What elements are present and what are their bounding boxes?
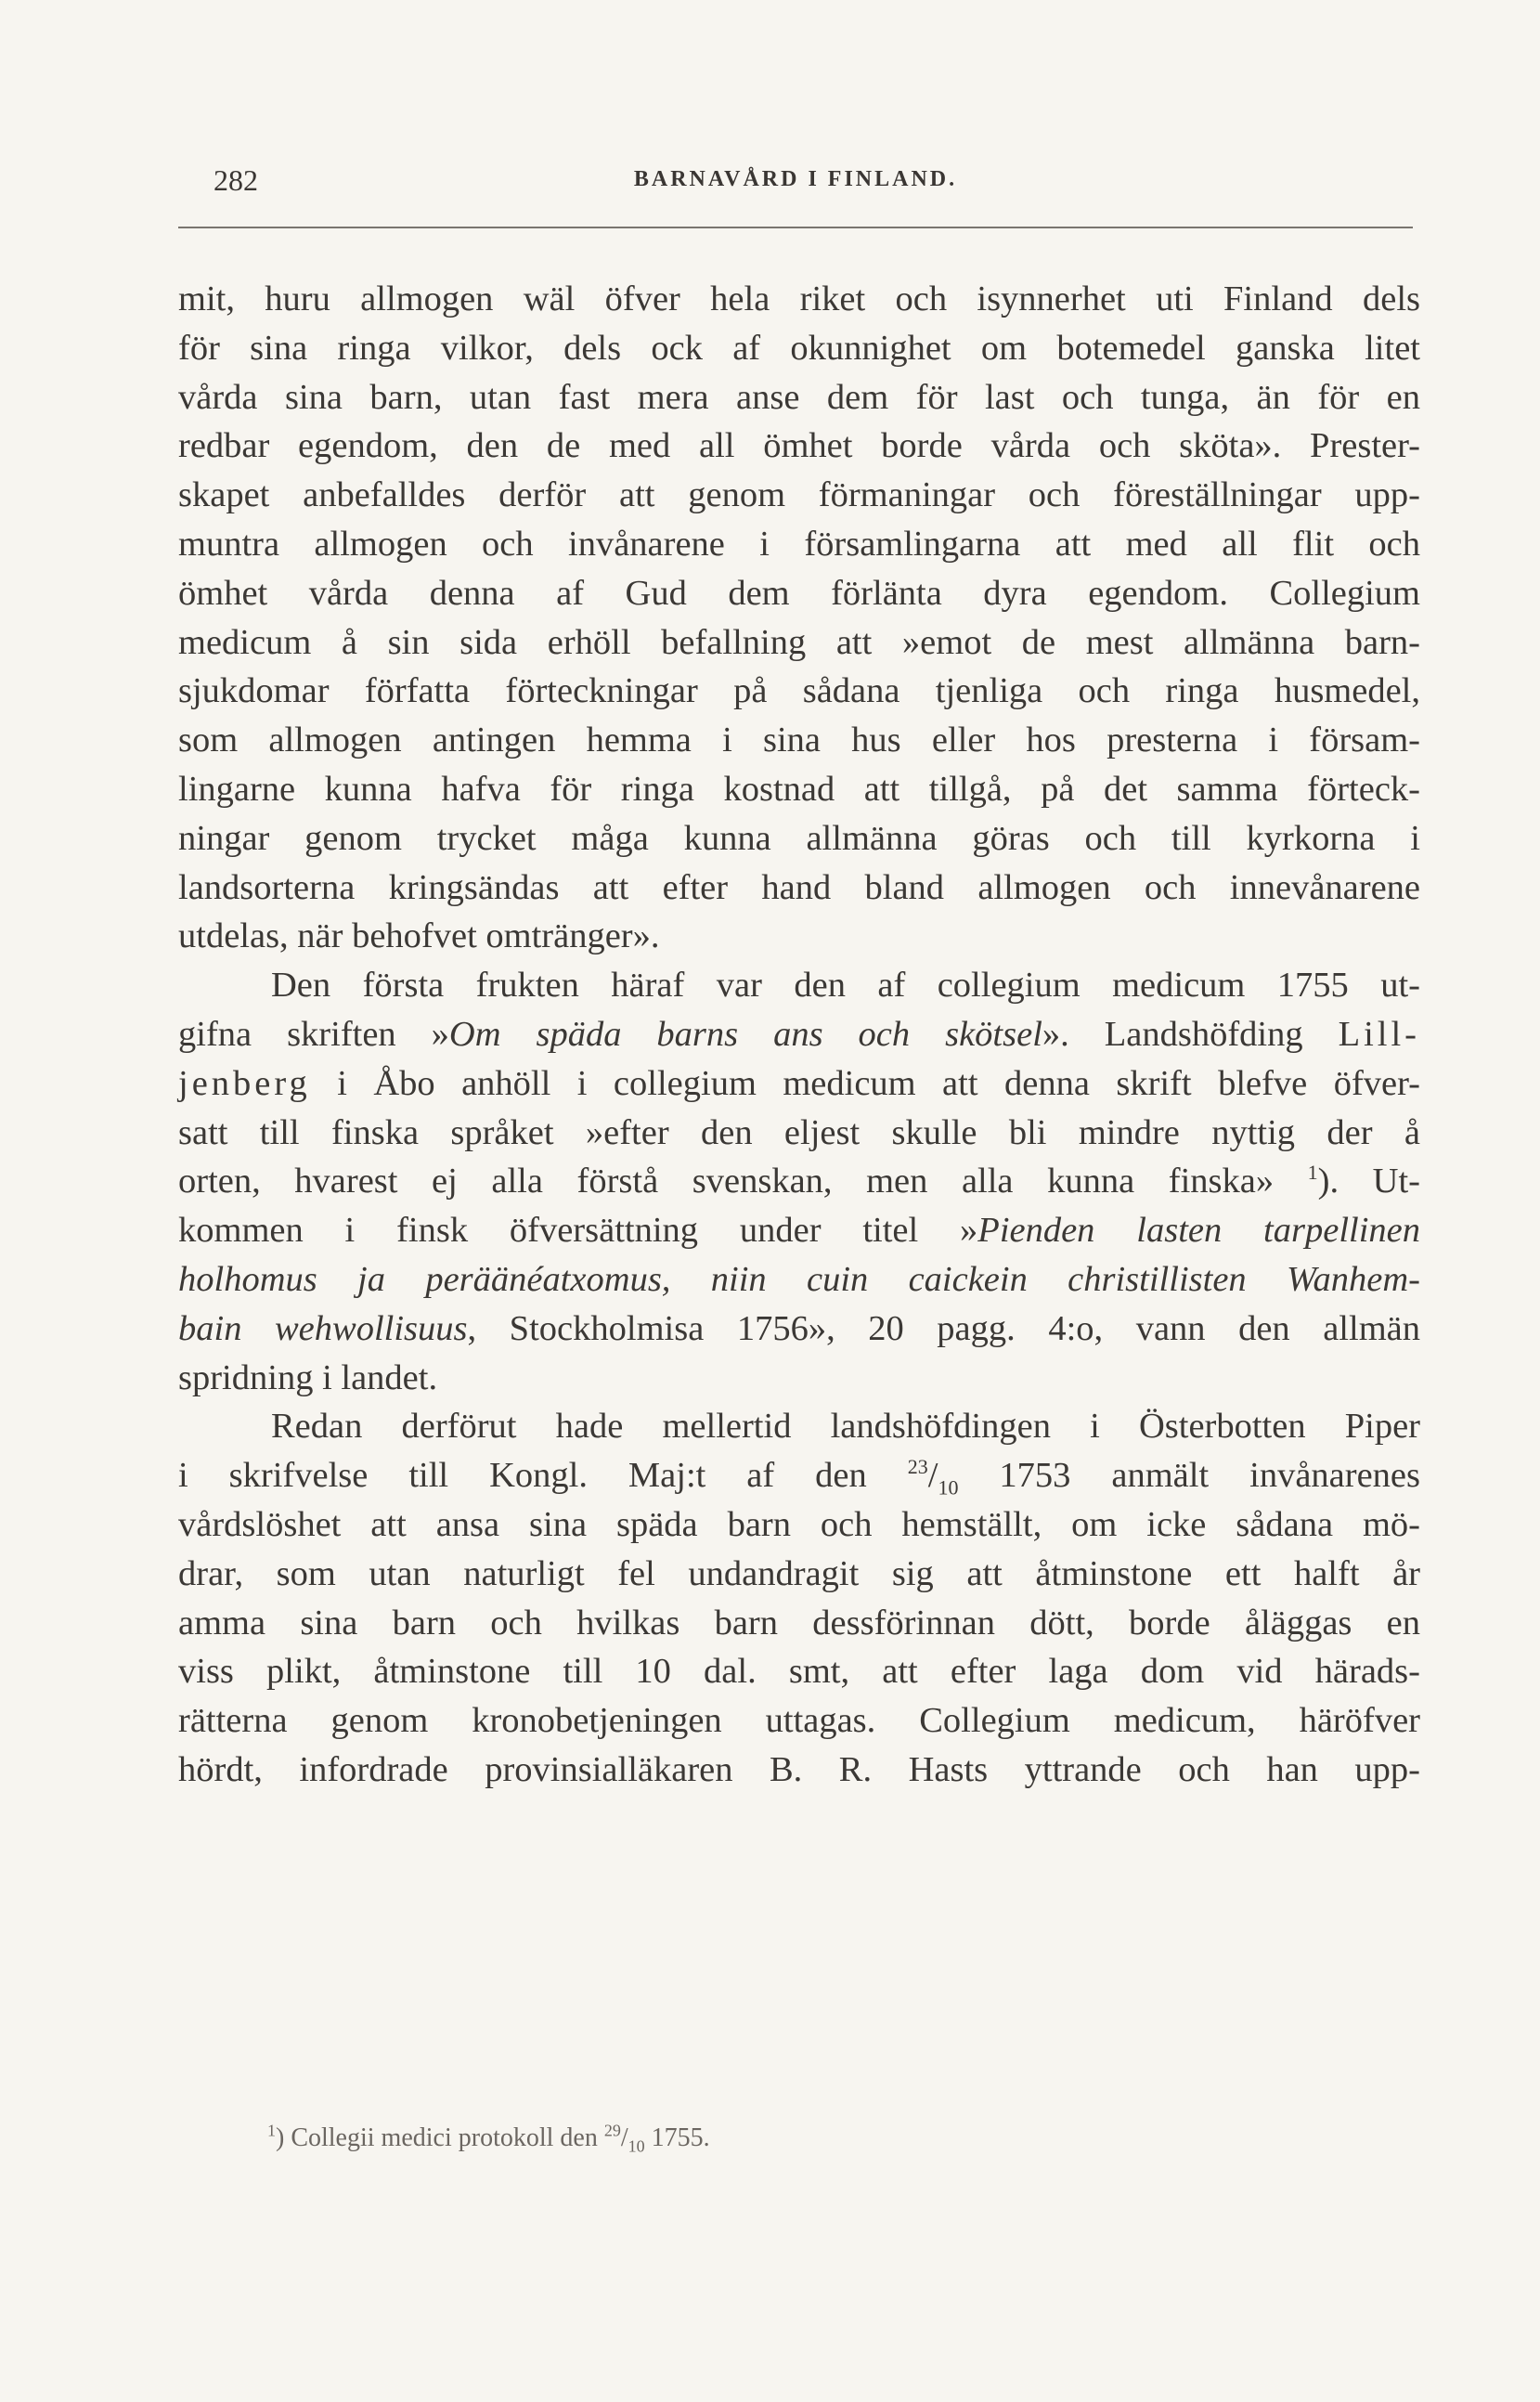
text-line: vårda sina barn, utan fast mera anse dem för last och tunga, än för en	[178, 377, 1420, 417]
text-line	[178, 1206, 1420, 1255]
text-run: kommen i finsk öfversättning under titel »	[178, 1211, 978, 1251]
text-line: viss plikt, åtminstone till 10 dal. smt, att efter laga dom vid härads-	[178, 1652, 1420, 1692]
text-line	[178, 1305, 1420, 1354]
text-line: ningar genom trycket måga kunna allmänna göras och till kyrkorna i	[178, 818, 1420, 858]
text-line: medicum å sin sida erhöll befallning att »emot de mest allmänna barn-	[178, 622, 1420, 662]
text-line: spridning i landet.	[178, 1357, 438, 1397]
name-spaced: Lill-	[1338, 1014, 1421, 1054]
name-spaced: jenberg	[178, 1063, 311, 1103]
text-line: muntra allmogen och invånarene i församlingarna att med all flit och	[178, 524, 1420, 564]
text-line	[178, 1059, 1420, 1109]
footnote-marker: 1	[267, 2121, 276, 2140]
text-line: lingarne kunna hafva för ringa kostnad att tillgå, på det samma förteck-	[178, 769, 1420, 809]
date-slash: /	[620, 2123, 628, 2152]
footnote	[267, 2121, 710, 2156]
footnote-text: 1755.	[644, 2123, 710, 2152]
footnote-ref[interactable]: 1	[1307, 1161, 1318, 1185]
date-month: 10	[938, 1475, 959, 1500]
text-line: skapet anbefalldes derför att genom förmaningar och föreställningar upp-	[178, 475, 1420, 515]
body-text	[178, 275, 1420, 1795]
text-run: i Åbo anhöll i collegium medicum att denna skrift blefve öfver-	[310, 1063, 1420, 1103]
text-line: Den första frukten häraf var den af collegium medicum 1755 ut-	[271, 966, 1420, 1006]
header-title: BARNAVÅRD I FINLAND.	[633, 167, 958, 191]
page-number: 282	[214, 163, 258, 197]
text-line: redbar egendom, den de med all ömhet borde vårda och sköta». Prester-	[178, 426, 1420, 466]
text-line: holhomus ja peräänéatxomus, niin cuin caickein christillisten Wanhem-	[178, 1259, 1420, 1299]
text-line: amma sina barn och hvilkas barn dessförinnan dött, borde åläggas en	[178, 1603, 1420, 1642]
text-run: 1753 anmält invånarenes	[958, 1456, 1420, 1496]
running-head	[178, 163, 1413, 210]
date-day: 29	[603, 2121, 621, 2140]
text-line: satt till finska språket »efter den eljest skulle bli mindre nyttig der å	[178, 1112, 1420, 1152]
text-line: hördt, infordrade provinsialläkaren B. R. Hasts yttrande och han upp-	[178, 1749, 1420, 1789]
text-line: utdelas, när behofvet omtränger».	[178, 916, 660, 956]
date-slash: /	[927, 1456, 938, 1496]
footnote-text: ) Collegii medici protokoll den	[276, 2123, 604, 2152]
header-rule	[178, 227, 1413, 228]
text-run: orten, hvarest ej alla förstå svenskan, men alla kunna finska»	[178, 1162, 1308, 1201]
book-title-italic: Om späda barns ans och skötsel	[448, 1014, 1042, 1054]
text-run: , Stockholmisa 1756», 20 pagg. 4:o, vann den allmän	[467, 1308, 1420, 1348]
text-line: som allmogen antingen hemma i sina hus eller hos presterna i försam-	[178, 721, 1420, 760]
text-line	[178, 1451, 1420, 1500]
text-line: Redan derförut hade mellertid landshöfdingen i Österbotten Piper	[271, 1407, 1420, 1447]
text-run: ». Landshöfding	[1042, 1014, 1339, 1054]
text-line: vårdslöshet att ansa sina späda barn och hemställt, om icke sådana mö-	[178, 1504, 1420, 1544]
text-line: ömhet vårda denna af Gud dem förlänta dyra egendom. Collegium	[178, 573, 1420, 613]
text-line	[178, 1010, 1420, 1059]
text-line: för sina ringa vilkor, dels ock af okunnighet om botemedel ganska litet	[178, 328, 1420, 368]
date-month: 10	[628, 2136, 645, 2156]
text-line: drar, som utan naturligt fel undandragit sig att åtminstone ett halft år	[178, 1553, 1420, 1593]
text-line: sjukdomar författa förteckningar på sådana tjenliga och ringa husmedel,	[178, 671, 1420, 711]
book-title-italic: bain wehwollisuus	[178, 1308, 468, 1348]
book-title-italic: Pienden lasten tarpellinen	[977, 1211, 1420, 1251]
text-run: i skrifvelse till Kongl. Maj:t af den	[178, 1456, 908, 1496]
text-line: mit, huru allmogen wäl öfver hela riket och isynnerhet uti Finland dels	[178, 279, 1420, 318]
date-day: 23	[907, 1455, 928, 1479]
text-run: gifna skriften »	[178, 1014, 449, 1054]
text-line	[178, 1157, 1420, 1206]
text-line: landsorterna kringsändas att efter hand bland allmogen och innevånarene	[178, 867, 1420, 907]
text-line: rätterna genom kronobetjeningen uttagas. Collegium medicum, häröfver	[178, 1701, 1420, 1741]
text-run: ). Ut-	[1317, 1162, 1420, 1201]
